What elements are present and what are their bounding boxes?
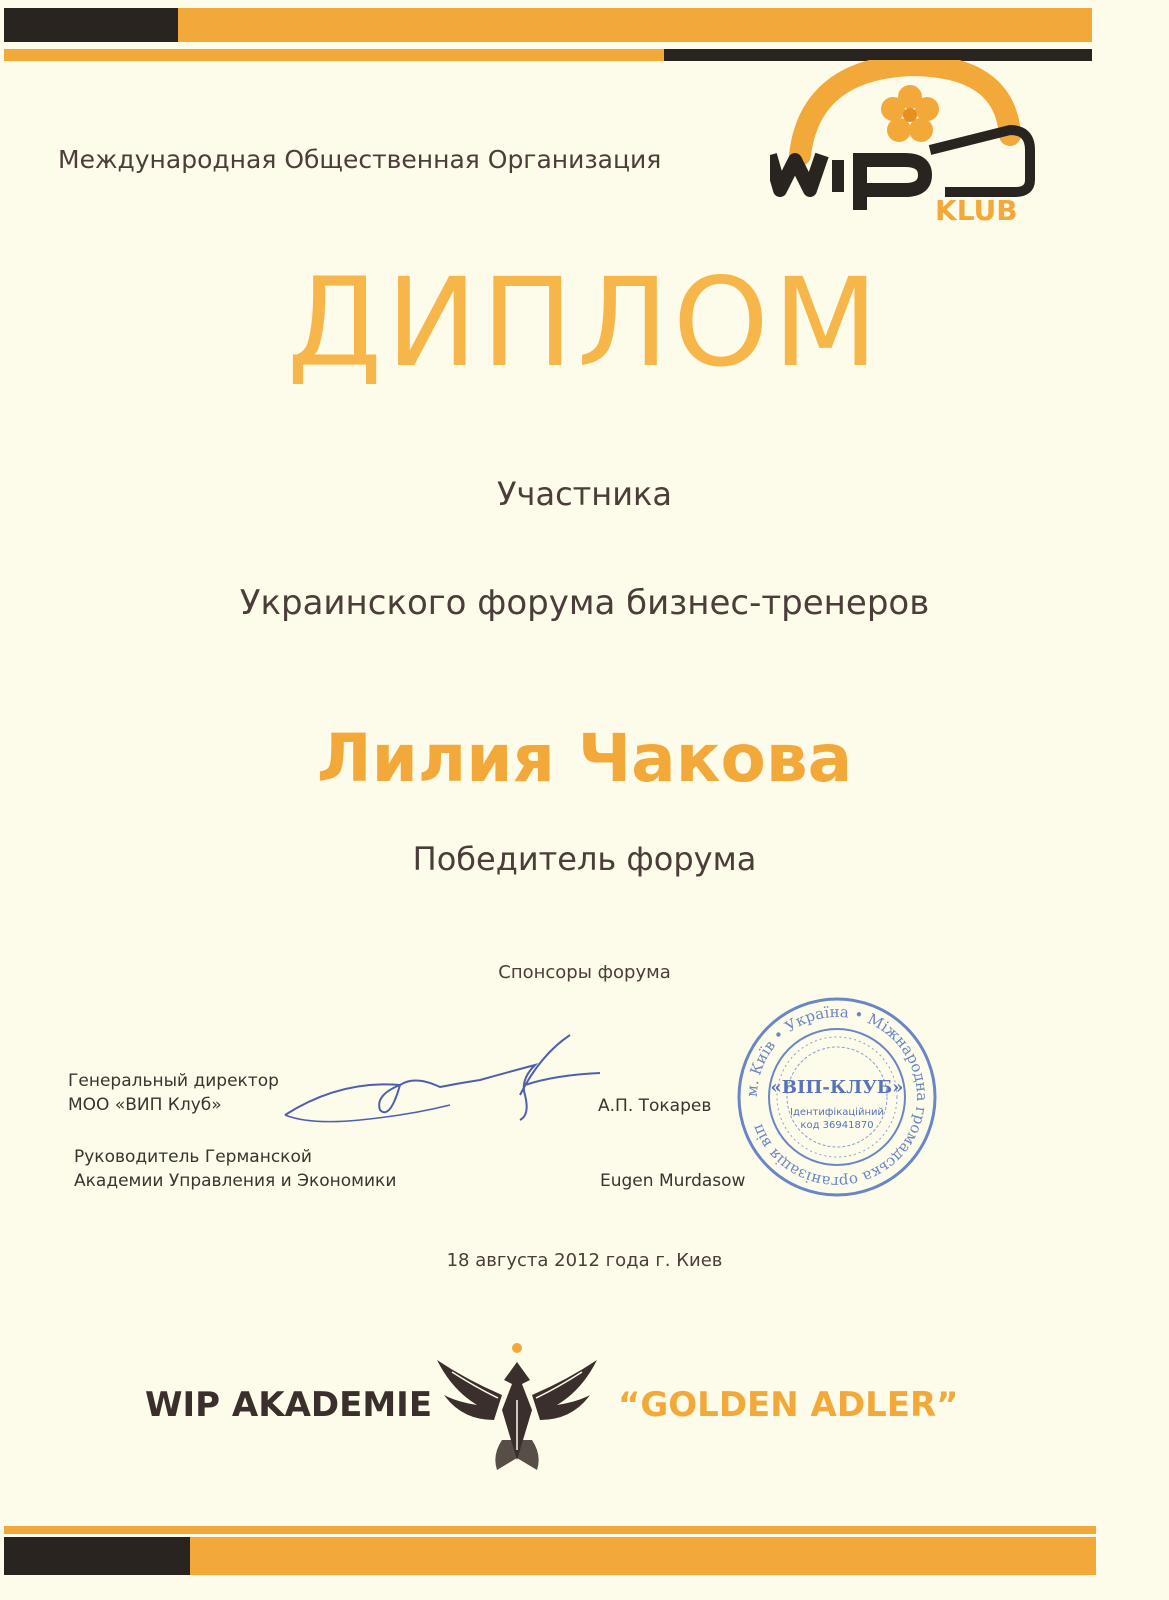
stamp-center-text: «ВІП-КЛУБ» — [770, 1077, 904, 1098]
sponsor-role-1-line1: Генеральный директор — [68, 1071, 279, 1091]
bottom-dark-bar — [4, 1537, 190, 1575]
stamp-code-label: Ідентифікаційний — [790, 1107, 884, 1118]
logo-klub-text: KLUB — [935, 194, 1018, 227]
organization-stamp — [735, 995, 940, 1200]
event-name: Украинского форума бизнес-тренеров — [239, 583, 930, 623]
signature — [280, 1025, 610, 1135]
diploma-subtitle: Участника — [497, 475, 672, 513]
bottom-orange-bar — [190, 1537, 1096, 1575]
sponsor-role-2-line1: Руководитель Германской — [74, 1147, 312, 1167]
date-line: 18 августа 2012 года г. Киев — [446, 1250, 723, 1271]
stamp-ring-text: м. Київ • Україна • Міжнародна громадська організація віп — [742, 1002, 932, 1192]
award-line: Победитель форума — [412, 840, 757, 878]
sponsors-heading: Спонсоры форума — [498, 962, 671, 983]
top-orange-bar — [178, 8, 1092, 42]
stamp-code: код 36941870 — [800, 1120, 874, 1131]
wip-klub-logo — [770, 60, 1060, 230]
eagle-emblem — [432, 1340, 602, 1475]
footer-right-text: “GOLDEN ADLER” — [618, 1385, 959, 1425]
top-dark-bar — [4, 8, 178, 42]
footer-left-text: WIP AKADEMIE — [145, 1385, 433, 1425]
diploma-title: ДИПЛОМ — [286, 252, 883, 394]
sponsor-role-1 — [68, 1069, 279, 1117]
sponsor-role-2 — [74, 1145, 396, 1193]
organization-label: Международная Общественная Организация — [58, 145, 662, 174]
sponsor-role-2-line2: Академии Управления и Экономики — [74, 1171, 397, 1191]
recipient-name: Лилия Чакова — [316, 720, 853, 797]
sponsor-role-1-line2: МОО «ВИП Клуб» — [68, 1095, 222, 1115]
top-orange-line — [4, 49, 664, 61]
bottom-orange-line — [4, 1526, 1096, 1534]
sponsor-name-1: А.П. Токарев — [598, 1096, 712, 1116]
sponsor-name-2: Eugen Murdasow — [600, 1171, 746, 1191]
